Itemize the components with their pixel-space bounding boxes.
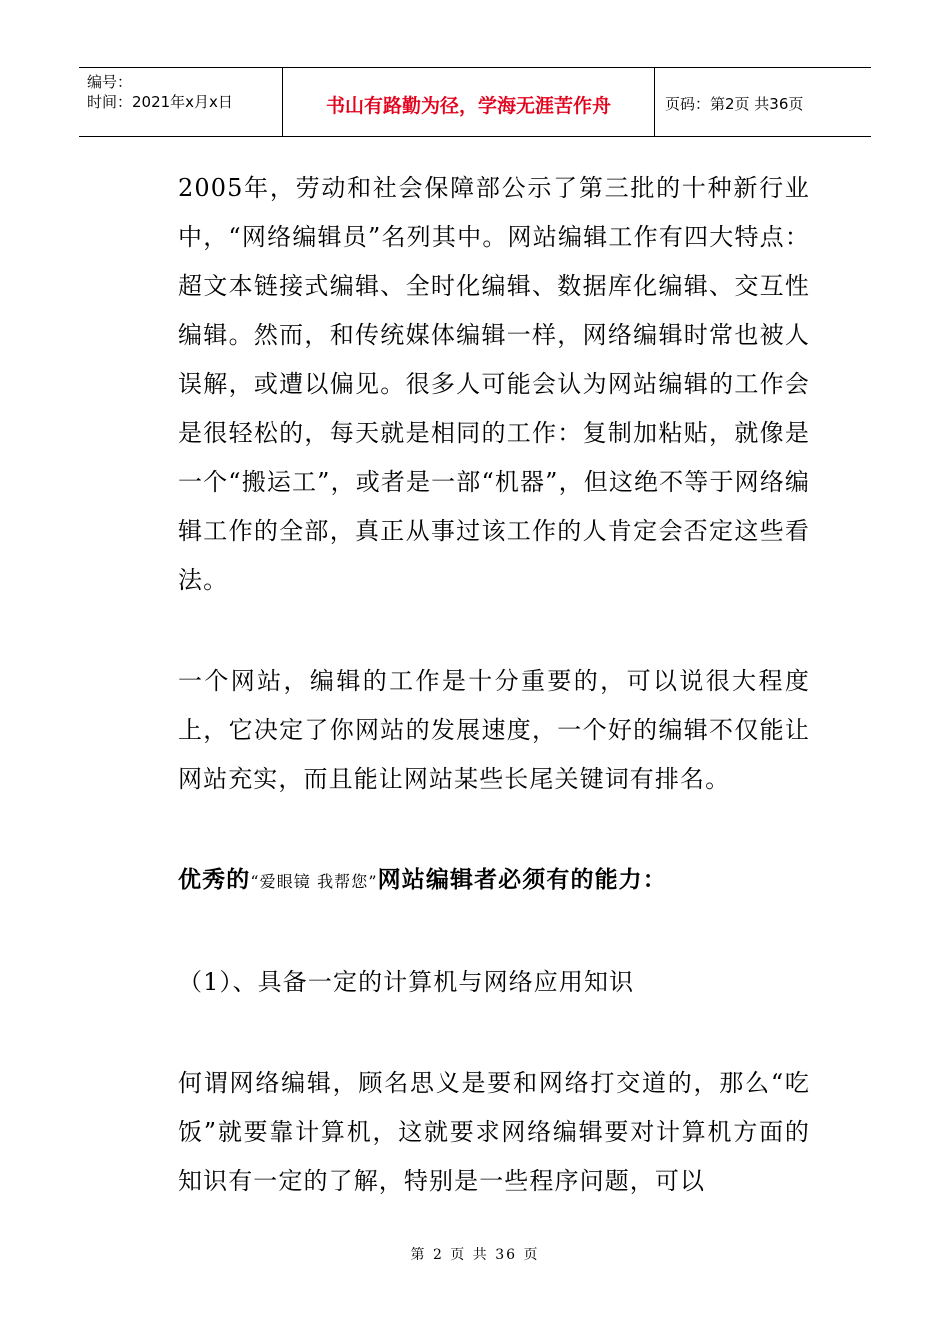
section-heading-suffix: 网站编辑者必须有的能力： — [377, 867, 667, 893]
section-heading — [178, 856, 810, 906]
header-meta-cell — [79, 68, 283, 136]
header-motto: 书山有路勤为径，学海无涯苦作舟 — [283, 68, 655, 136]
document-body — [178, 164, 810, 1206]
list-item-1: （1）、具备一定的计算机与网络应用知识 — [178, 968, 635, 996]
page-footer: 第 2 页 共 36 页 — [410, 1247, 540, 1263]
document-header — [79, 67, 871, 137]
section-heading-prefix: 优秀的 — [178, 867, 251, 893]
paragraph-computer-knowledge: 何谓网络编辑，顾名思义是要和网络打交道的，那么“吃饭”就要靠计算机，这就要求网络编辑要对计算机方面的知识有一定的了解，特别是一些程序问题，可以 — [178, 1069, 810, 1195]
section-heading-quote: “爱眼镜 我帮您” — [250, 872, 378, 891]
document-number-label: 编号： — [87, 73, 133, 91]
paragraph-importance: 一个网站，编辑的工作是十分重要的，可以说很大程度上，它决定了你网站的发展速度，一个好的编辑不仅能让网站充实，而且能让网站某些长尾关键词有排名。 — [178, 667, 810, 793]
header-page-info: 页码：第2页 共36页 — [665, 94, 804, 113]
document-date-label: 时间：2021年x月x日 — [87, 93, 233, 111]
paragraph-intro: 2005年，劳动和社会保障部公示了第三批的十种新行业中，“网络编辑员”名列其中。网站编辑工作有四大特点：超文本链接式编辑、全时化编辑、数据库化编辑、交互性编辑。然而，和传统媒体编辑一样，网络编辑时常也被人误解，或遭以偏见。很多人可能会认为网站编辑的工作会是很轻松的，每天就是相同的工作：复制加粘贴，就像是一个“搬运工”，或者是一部“机器”，但这绝不等于网络编辑工作的全部，真正从事过该工作的人肯定会否定这些看法。 — [178, 174, 810, 594]
